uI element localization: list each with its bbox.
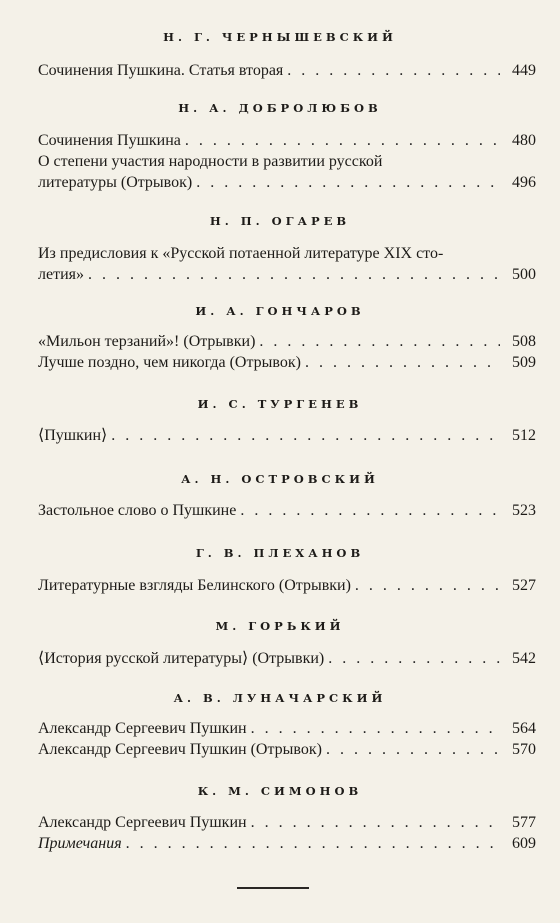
toc-entry <box>38 425 536 446</box>
page-number: 500 <box>512 266 536 283</box>
toc-entry <box>38 575 536 596</box>
page-number: 508 <box>512 333 536 350</box>
toc-entry <box>38 812 536 854</box>
toc-entry <box>38 130 536 151</box>
page-number: 509 <box>512 354 536 371</box>
entry-title: Примечания <box>38 835 122 852</box>
page-number: 570 <box>512 741 536 758</box>
leader-dots <box>192 173 500 193</box>
leader-dots <box>255 332 500 352</box>
entry-title-line1: Из предисловия к «Русской потаенной литературе XIX сто- <box>38 245 444 262</box>
toc-entry <box>38 60 536 81</box>
toc-entry <box>38 648 536 669</box>
author-heading: И. С. ТУРГЕНЕВ <box>197 397 363 411</box>
toc-entry <box>38 243 536 285</box>
entry-title: Сочинения Пушкина <box>38 132 181 149</box>
author-heading: Г. В. ПЛЕХАНОВ <box>195 546 365 560</box>
entry-title: Литературные взгляды Белинского (Отрывки) <box>38 577 351 594</box>
leader-dots <box>107 426 500 446</box>
entry-title: литературы (Отрывок) <box>38 174 193 191</box>
toc-entry <box>38 718 536 760</box>
leader-dots <box>84 265 500 285</box>
entry-title: ⟨История русской литературы⟩ (Отрывки) <box>38 650 325 667</box>
leader-dots <box>122 834 500 854</box>
page-number: 496 <box>512 174 536 191</box>
author-heading: К. М. СИМОНОВ <box>197 784 363 798</box>
entry-title: Застольное слово о Пушкине <box>38 502 237 519</box>
toc-entry <box>38 331 536 373</box>
page-number: 527 <box>512 577 536 594</box>
closing-rule <box>237 887 309 889</box>
leader-dots <box>181 131 500 151</box>
page-number: 512 <box>512 427 536 444</box>
leader-dots <box>351 576 500 596</box>
entry-title: Лучше поздно, чем никогда (Отрывок) <box>38 354 301 371</box>
page-number: 609 <box>512 835 536 852</box>
leader-dots <box>236 501 500 521</box>
entry-title: Александр Сергеевич Пушкин <box>38 814 247 831</box>
author-heading: Н. П. ОГАРЕВ <box>209 214 351 228</box>
entry-title: Сочинения Пушкина. Статья вторая <box>38 62 284 79</box>
author-heading: А. Н. ОСТРОВСКИЙ <box>181 472 379 486</box>
leader-dots <box>247 719 500 739</box>
leader-dots <box>283 61 500 81</box>
author-heading: Н. Г. ЧЕРНЫШЕВСКИЙ <box>163 30 397 44</box>
author-heading: Н. А. ДОБРОЛЮБОВ <box>178 101 382 115</box>
leader-dots <box>324 649 500 669</box>
toc-entry <box>38 500 536 521</box>
entry-title-line1: О степени участия народности в развитии русской <box>38 153 383 170</box>
entry-title: ⟨Пушкин⟩ <box>38 427 108 444</box>
page-number: 542 <box>512 650 536 667</box>
entry-title: летия» <box>38 266 84 283</box>
page-number: 577 <box>512 814 536 831</box>
entry-title: Александр Сергеевич Пушкин <box>38 720 247 737</box>
entry-title: «Мильон терзаний»! (Отрывки) <box>38 333 256 350</box>
author-heading: М. ГОРЬКИЙ <box>215 619 345 633</box>
author-heading: И. А. ГОНЧАРОВ <box>195 304 365 318</box>
entry-title: Александр Сергеевич Пушкин (Отрывок) <box>38 741 322 758</box>
page-number: 449 <box>512 62 536 79</box>
leader-dots <box>247 813 500 833</box>
page-number: 564 <box>512 720 536 737</box>
leader-dots <box>322 740 500 760</box>
author-heading: А. В. ЛУНАЧАРСКИЙ <box>173 691 387 705</box>
page-number: 523 <box>512 502 536 519</box>
page-number: 480 <box>512 132 536 149</box>
toc-entry <box>38 151 536 193</box>
leader-dots <box>301 353 500 373</box>
